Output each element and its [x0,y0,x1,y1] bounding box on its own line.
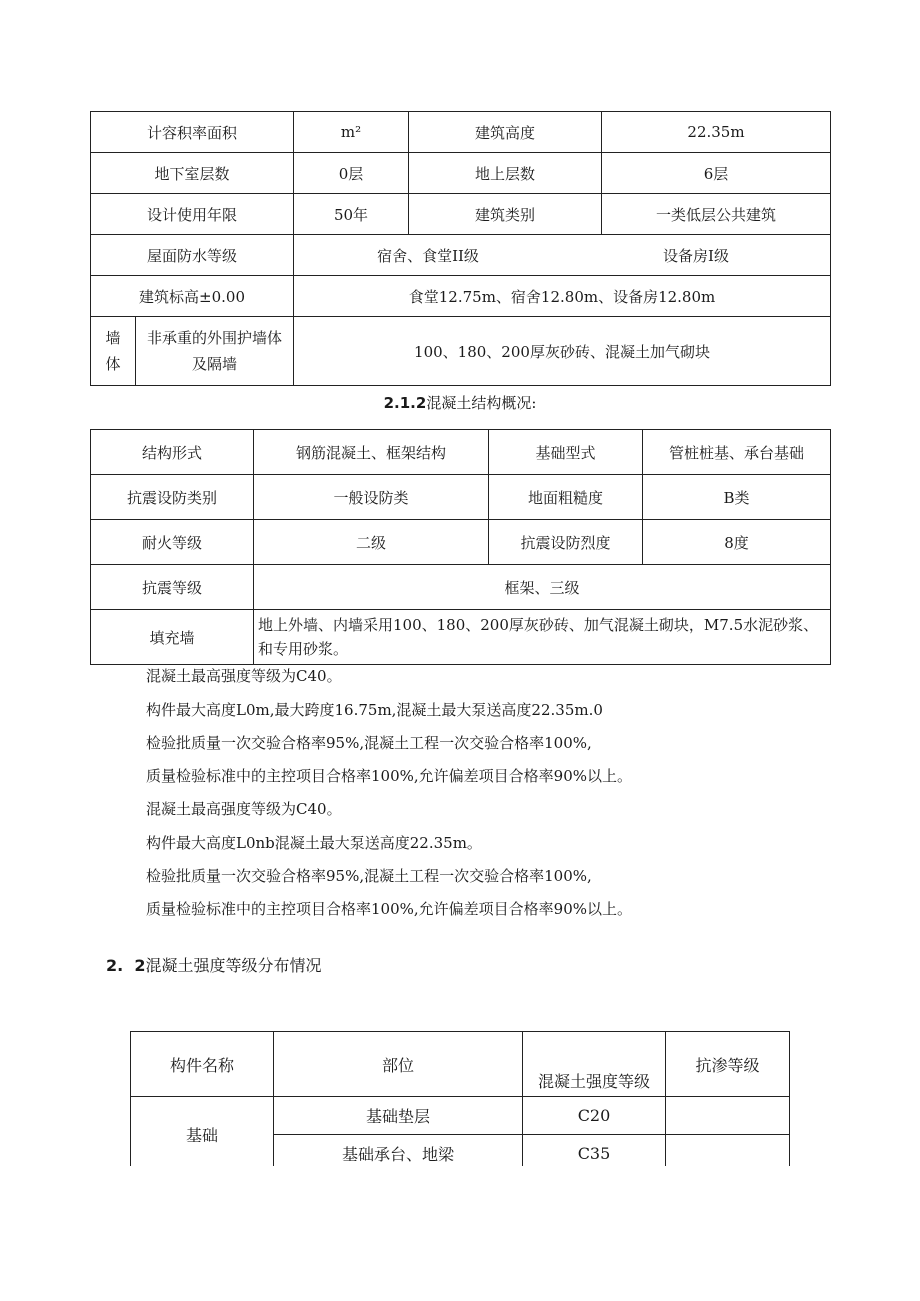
table-row [91,565,831,610]
building-info-table [90,111,831,386]
table-cell: 地下室层数 [91,153,294,194]
header-grade: 混凝土强度等级 [523,1032,666,1097]
table-cell: 抗震设防类别 [91,475,254,520]
roof-dorm-canteen-grade: 宿舍、食堂II级 [377,246,479,265]
roof-equipment-grade: 设备房I级 [663,246,729,265]
table-header-row [131,1032,790,1097]
paragraph: 混凝土最高强度等级为C40。 [146,667,342,685]
table-cell: 填充墙 [91,610,254,665]
table-row [91,112,831,153]
section-title: 混凝土结构概况: [426,394,537,412]
table-cell: 地上外墙、内墙采用100、180、200厚灰砂砖、加气混凝土砌块，M7.5水泥砂浆、和专用砂浆。 [254,610,831,665]
grade-table [130,1031,790,1166]
paragraph: 质量检验标准中的主控项目合格率100%,允许偏差项目合格率90%以上。 [146,900,632,918]
table-row [91,317,831,386]
table-row [91,194,831,235]
paragraph: 构件最大高度L0nb混凝土最大泵送高度22.35m。 [146,834,482,852]
table-cell: m² [294,112,409,153]
table-cell: 设计使用年限 [91,194,294,235]
table-cell [294,235,831,276]
table-cell: B类 [643,475,831,520]
table-cell: 建筑类别 [409,194,602,235]
table-cell: 耐火等级 [91,520,254,565]
table-cell: 一般设防类 [254,475,489,520]
table-cell: 二级 [254,520,489,565]
grade-table-wrapper [130,1031,790,1166]
table-cell: 框架、三级 [254,565,831,610]
table-row [91,520,831,565]
table-cell: 8度 [643,520,831,565]
table-row [91,235,831,276]
paragraph: 检验批质量一次交验合格率95%,混凝土工程一次交验合格率100%, [146,734,592,752]
table-cell: 食堂12.75m、宿舍12.80m、设备房12.80m [294,276,831,317]
seepage-cell [666,1097,790,1135]
roof-waterproof-values [294,245,830,266]
part-cell: 基础承台、地梁 [274,1135,523,1167]
table-cell: 0层 [294,153,409,194]
table-row [91,610,831,665]
part-cell: 基础垫层 [274,1097,523,1135]
table-cell: 6层 [602,153,831,194]
section-heading-22 [106,953,322,976]
table-cell: 钢筋混凝土、框架结构 [254,430,489,475]
table-cell: 一类低层公共建筑 [602,194,831,235]
component-name: 基础 [131,1097,274,1167]
table-cell: 建筑标高±0.00 [91,276,294,317]
table-cell: 100、180、200厚灰砂砖、混凝土加气砌块 [294,317,831,386]
section-heading-212 [0,392,920,413]
wall-type: 非承重的外围护墙体及隔墙 [146,329,282,373]
paragraph: 构件最大高度L0m,最大跨度16.75m,混凝土最大泵送高度22.35m.0 [146,701,603,719]
table-row [91,475,831,520]
structure-info-table [90,429,831,665]
table-cell: 基础型式 [489,430,643,475]
table-cell: 屋面防水等级 [91,235,294,276]
table-row [91,276,831,317]
header-component: 构件名称 [131,1032,274,1097]
wall-label: 墙体 [91,317,136,385]
table-cell: 结构形式 [91,430,254,475]
table-row [91,430,831,475]
table-cell: 抗震设防烈度 [489,520,643,565]
wall-label-group [91,317,293,385]
grade-cell: C20 [523,1097,666,1135]
grade-cell: C35 [523,1135,666,1167]
section-title: 混凝土强度等级分布情况 [145,956,322,975]
table-cell: 抗震等级 [91,565,254,610]
paragraph: 质量检验标准中的主控项目合格率100%,允许偏差项目合格率90%以上。 [146,767,632,785]
table-cell [91,317,294,386]
table-cell: 建筑高度 [409,112,602,153]
table-row [91,153,831,194]
table-cell: 50年 [294,194,409,235]
section-number: 2. 2 [106,956,146,975]
table-cell: 22.35m [602,112,831,153]
header-seepage: 抗渗等级 [666,1032,790,1097]
table-cell: 管桩桩基、承台基础 [643,430,831,475]
paragraph: 检验批质量一次交验合格率95%,混凝土工程一次交验合格率100%, [146,867,592,885]
paragraph: 混凝土最高强度等级为C40。 [146,800,342,818]
table-cell: 地面粗糙度 [489,475,643,520]
section-number: 2.1.2 [383,394,427,412]
table-row [131,1097,790,1135]
table-cell: 地上层数 [409,153,602,194]
table-cell: 计容积率面积 [91,112,294,153]
header-part: 部位 [274,1032,523,1097]
seepage-cell [666,1135,790,1167]
